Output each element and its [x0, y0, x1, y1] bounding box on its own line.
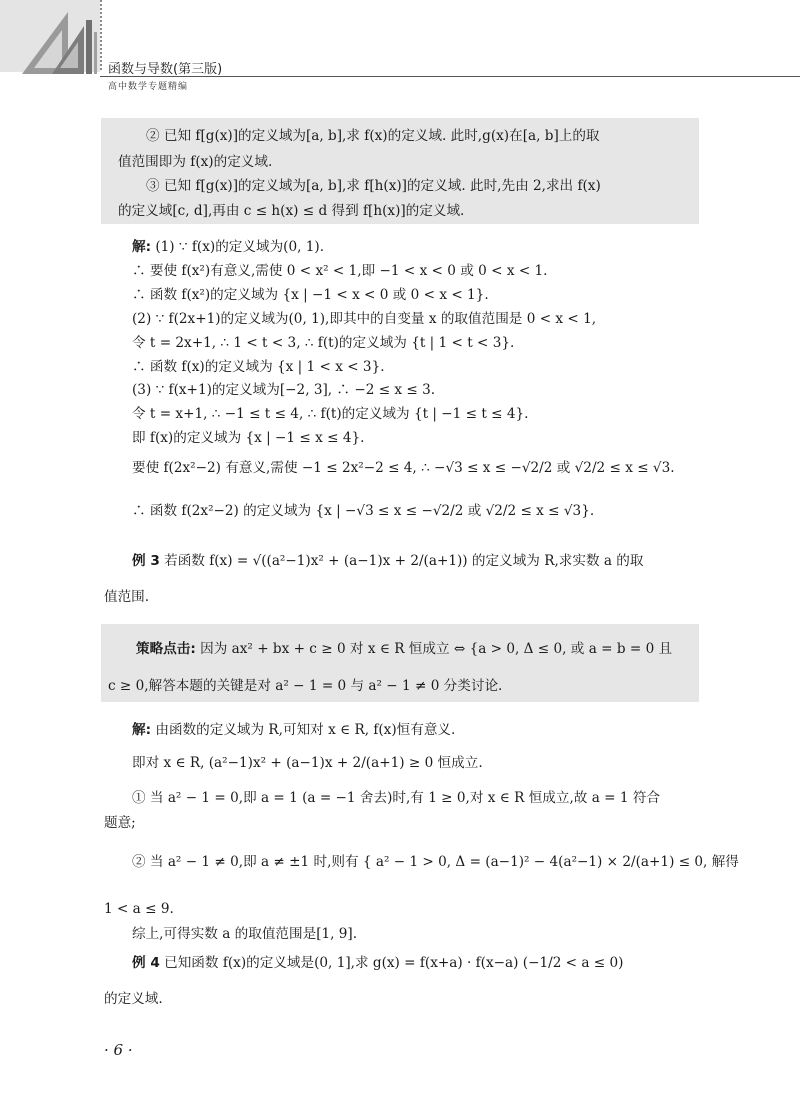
solution2-first-line — [132, 724, 455, 738]
solution1-text: (1) ∵ f(x)的定义域为(0, 1). — [155, 239, 325, 255]
book-title: 函数与导数(第三版) — [108, 62, 223, 77]
solution1-first-line — [132, 241, 324, 255]
note-line-2: 值范围即为 f(x)的定义域. — [118, 154, 273, 170]
solution2-line: 综上,可得实数 a 的取值范围是[1, 9]. — [132, 926, 358, 942]
solution2-line: 1 < a ≤ 9. — [104, 901, 174, 917]
strategy-line-2: c ≥ 0,解答本题的关键是对 a² − 1 = 0 与 a² − 1 ≠ 0 分类讨论. — [108, 678, 503, 694]
strategy-text: 因为 ax² + bx + c ≥ 0 对 x ∈ R 恒成立 ⇔ {a > 0, Δ ≤ 0, 或 a = b = 0 且 — [200, 641, 673, 657]
solution2-line: ① 当 a² − 1 = 0,即 a = 1 (a = −1 舍去)时,有 1 ≥ 0,对 x ∈ R 恒成立,故 a = 1 符合 — [132, 790, 661, 806]
solution1-line: (2) ∵ f(2x+1)的定义域为(0, 1),即其中的自变量 x 的取值范围是 0 < x < 1, — [132, 311, 597, 327]
example4-cont: 的定义域. — [104, 991, 163, 1007]
solution1-line: (3) ∵ f(x+1)的定义域为[−2, 3], ∴ −2 ≤ x ≤ 3. — [132, 382, 436, 398]
header-rule — [100, 76, 800, 77]
example3-cont: 值范围. — [104, 589, 150, 605]
solution1-line: ∴ 要使 f(x²)有意义,需使 0 < x² < 1,即 −1 < x < 0 或 0 < x < 1. — [132, 263, 548, 279]
solution2-text: 由函数的定义域为 R,可知对 x ∈ R, f(x)恒有意义. — [155, 722, 456, 738]
example4-line — [132, 957, 623, 971]
triangle-ruler-logo-icon — [14, 4, 110, 78]
solution1-line: 令 t = x+1, ∴ −1 ≤ t ≤ 4, ∴ f(t)的定义域为 {t | −1 ≤ t ≤ 4}. — [132, 406, 529, 422]
note-line-1: ② 已知 f[g(x)]的定义域为[a, b],求 f(x)的定义域. 此时,g(x)在[a, b]上的取 — [146, 128, 600, 144]
example3-label: 例 3 — [132, 553, 160, 569]
solution2-label: 解: — [132, 722, 152, 738]
strategy-line-1 — [136, 643, 672, 657]
solution1-label: 解: — [132, 239, 152, 255]
solution1-line: ∴ 函数 f(x²)的定义域为 {x | −1 < x < 0 或 0 < x < 1}. — [132, 287, 489, 303]
solution2-line: ② 当 a² − 1 ≠ 0,即 a ≠ ±1 时,则有 { a² − 1 > 0, Δ = (a−1)² − 4(a²−1) × 2/(a+1) ≤ 0, 解得 — [132, 854, 739, 870]
series-title: 高中数学专题精编 — [108, 82, 189, 92]
solution1-line: 即 f(x)的定义域为 {x | −1 ≤ x ≤ 4}. — [132, 430, 365, 446]
note-line-3: ③ 已知 f[g(x)]的定义域为[a, b],求 f[h(x)]的定义域. 此时,先由 2,求出 f(x) — [146, 178, 601, 194]
example3-text: 若函数 f(x) = √((a²−1)x² + (a−1)x + 2/(a+1)) 的定义域为 R,求实数 a 的取 — [164, 553, 644, 569]
note-line-4: 的定义域[c, d],再由 c ≤ h(x) ≤ d 得到 f[h(x)]的定义域. — [118, 203, 465, 219]
example4-text: 已知函数 f(x)的定义域是(0, 1],求 g(x) = f(x+a) · f(x−a) (−1/2 < a ≤ 0) — [164, 955, 624, 971]
solution2-line: 题意; — [104, 815, 136, 831]
solution2-line: 即对 x ∈ R, (a²−1)x² + (a−1)x + 2/(a+1) ≥ 0 恒成立. — [132, 755, 483, 771]
solution1-line: ∴ 函数 f(x)的定义域为 {x | 1 < x < 3}. — [132, 359, 385, 375]
page-number: · 6 · — [104, 1041, 133, 1059]
solution1-line: ∴ 函数 f(2x²−2) 的定义域为 {x | −√3 ≤ x ≤ −√2/2 或 √2/2 ≤ x ≤ √3}. — [132, 503, 595, 519]
strategy-label: 策略点击: — [136, 641, 196, 657]
example3-line — [132, 555, 644, 569]
solution1-line: 令 t = 2x+1, ∴ 1 < t < 3, ∴ f(t)的定义域为 {t | 1 < t < 3}. — [132, 335, 515, 351]
example4-label: 例 4 — [132, 955, 160, 971]
solution1-line: 要使 f(2x²−2) 有意义,需使 −1 ≤ 2x²−2 ≤ 4, ∴ −√3 ≤ x ≤ −√2/2 或 √2/2 ≤ x ≤ √3. — [132, 460, 675, 476]
